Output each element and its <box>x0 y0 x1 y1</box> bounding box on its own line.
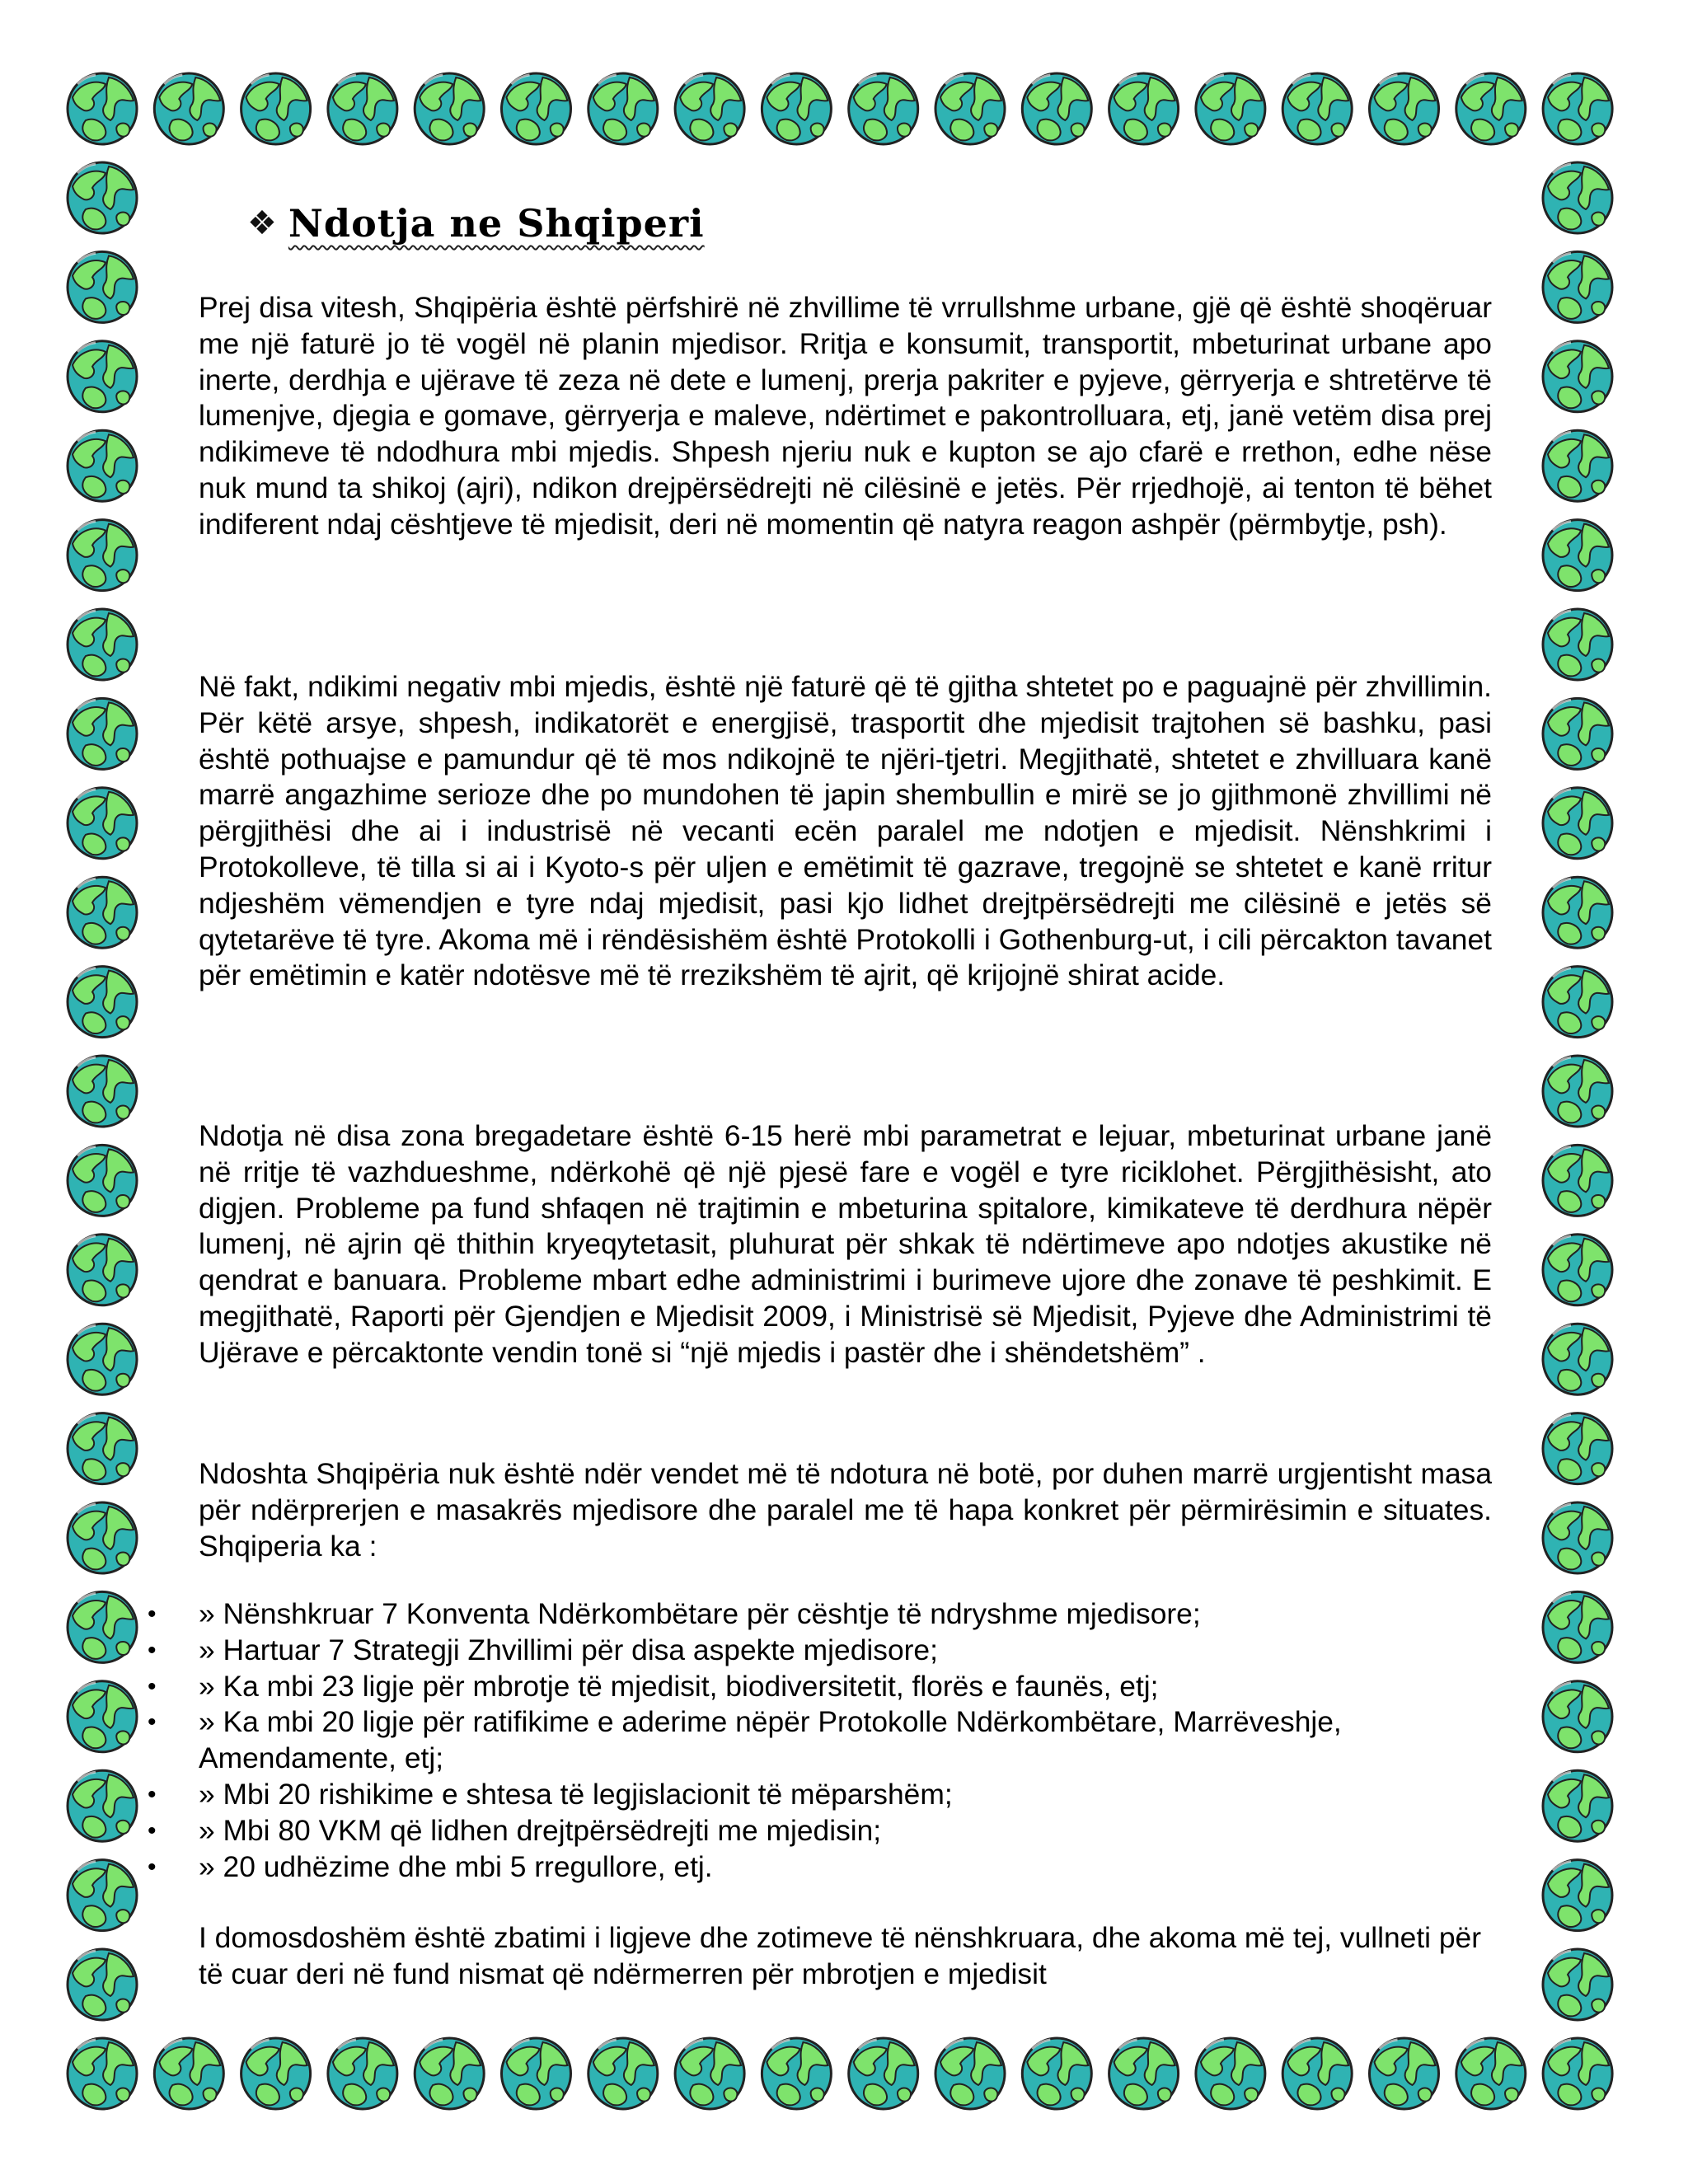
globe-icon <box>1543 609 1612 680</box>
closing-paragraph: I domosdoshëm është zbatimi i ligjeve dhe zotimeve të nënshkruara, dhe akoma më tej, vullneti për të cuar deri në fund nismat që ndërmerren për mbrotjen e mjedisit <box>199 1921 1482 1990</box>
globe-icon <box>68 1770 137 1841</box>
globe-icon <box>68 1145 137 1216</box>
list-item <box>148 1849 1492 1886</box>
bullet-dot-icon: • <box>148 1816 157 1844</box>
globe-icon <box>1543 1591 1612 1662</box>
list-item-text: » Mbi 80 VKM që lidhen drejtpërsëdrejti me mjedisin; <box>199 1813 882 1847</box>
globe-icon <box>415 2038 484 2109</box>
list-item-text: » Ka mbi 23 ligje për mbrotje të mjedisit, biodiversitetit, florës e faunës, etj; <box>199 1669 1159 1703</box>
globe-icon <box>68 1681 137 1752</box>
paragraph-2: Në fakt, ndikimi negativ mbi mjedis, është një faturë që të gjitha shtetet po e paguajnë për zhvillimin. Për këtë arsye, shpesh, indikatorët e energjisë, trasportit dhe mjedisit trajtohen së bashku, pasi është pothuajse e pamundur që të mos ndikojnë te njëri-tjetri. Megjithatë, shtetet e zhvilluara kanë marrë angazhime serioze dhe po mundohen të japin shembullin e mirë se jo gjithmonë zhvillimi në përgjithësi dhe ai i industrisë në vecanti ecën paralel me ndotjen e mjedisit. Nënshkrimi i Protokolleve, të tilla si ai i Kyoto-s për uljen e emëtimit të gazrave, tregojnë se shtetet e kanë rritur ndjeshëm vëmendjen e tyre ndaj mjedisit, pasi kjo lidhet drejtpërsëdrejti me cilësinë e jetës së qytetarëve të tyre. Akoma më i rëndësishëm është Protokolli i Gothenburg-ut, i cili përcakton tavanet për emëtimin e katër ndotësve më të rrezikshëm të ajrit, që krijojnë shirat acide. <box>199 670 1492 992</box>
globe-icon <box>415 73 484 144</box>
globe-icon <box>1543 967 1612 1038</box>
globe-icon <box>154 73 223 144</box>
globe-icon <box>68 520 137 591</box>
globe-icon <box>1543 73 1612 144</box>
list-item-text: » Ka mbi 20 ligje për ratifikime e aderime nëpër Protokolle Ndërkombëtare, Marrëveshje, Amendamente, etj; <box>199 1705 1342 1775</box>
globe-icon <box>68 430 137 501</box>
globe-icon <box>1543 520 1612 591</box>
globe-icon <box>1370 73 1439 144</box>
globe-icon <box>68 1324 137 1394</box>
globe-icon <box>68 877 137 948</box>
globe-icon <box>68 341 137 412</box>
list-item-text: » Nënshkruar 7 Konventa Ndërkombëtare për cështje të ndryshme mjedisore; <box>199 1597 1201 1630</box>
globe-icon <box>1456 73 1526 144</box>
bullet-dot-icon: • <box>148 1672 157 1700</box>
globe-icon <box>1022 73 1091 144</box>
globe-icon <box>762 73 831 144</box>
globe-icon <box>1543 341 1612 412</box>
globe-icon <box>1543 251 1612 322</box>
bullet-dot-icon: • <box>148 1636 157 1664</box>
globe-icon <box>1543 2038 1612 2109</box>
list-item <box>148 1777 1492 1813</box>
globe-icon <box>1456 2038 1526 2109</box>
globe-icon <box>1543 877 1612 948</box>
globe-icon <box>68 698 137 769</box>
list-item-text: » 20 udhëzime dhe mbi 5 rregullore, etj. <box>199 1849 713 1883</box>
globe-icon <box>68 1860 137 1931</box>
bullet-dot-icon: • <box>148 1780 157 1808</box>
globe-icon <box>1543 788 1612 859</box>
diamond-bullet-icon: ❖ <box>247 204 277 242</box>
globe-icon <box>1022 2038 1091 2109</box>
globe-icon <box>762 2038 831 2109</box>
paragraph-3: Ndotja në disa zona bregadetare është 6-15 herë mbi parametrat e lejuar, mbeturinat urbane janë në rritje të vazhdueshme, ndërkohë që një pjesë fare e vogël e tyre riciklohet. Përgjithësisht, ato digjen. Probleme pa fund shfaqen në trajtimin e mbeturina spitalore, kimikateve të derdhura nëpër lumenj, në ajrin që thithin kryeqytetasit, pluhurat për shkak të ndërtimeve apo ndotjes akustike në qendrat e banuara. Probleme mbart edhe administrimi i burimeve ujore dhe zonave të peshkimit. E megjithatë, Raporti për Gjendjen e Mjedisit 2009, i Ministrisë së Mjedisit, Pyjeve dhe Administrimi të Ujërave e përcaktonte vendin tonë si “një mjedis i pastër dhe i shëndetshëm” . <box>199 1119 1492 1369</box>
page-title: Ndotja ne Shqiperi <box>288 201 705 246</box>
globe-icon <box>935 2038 1005 2109</box>
globe-icon <box>588 2038 658 2109</box>
globe-icon <box>1543 698 1612 769</box>
globe-icon <box>1196 2038 1265 2109</box>
globe-icon <box>1543 430 1612 501</box>
globe-icon <box>502 2038 571 2109</box>
globe-icon <box>1370 2038 1439 2109</box>
globe-icon <box>1543 1056 1612 1127</box>
list-item <box>148 1813 1492 1849</box>
globe-icon <box>1543 1413 1612 1484</box>
globe-icon <box>68 1413 137 1484</box>
globe-icon <box>68 1591 137 1662</box>
globe-icon <box>1543 1145 1612 1216</box>
globe-icon <box>68 967 137 1038</box>
globe-icon <box>68 788 137 859</box>
globe-icon <box>1543 1949 1612 2020</box>
globe-icon <box>68 1502 137 1573</box>
globe-icon <box>68 1056 137 1127</box>
title-row <box>247 201 705 246</box>
globe-icon <box>588 73 658 144</box>
paragraph-1: Prej disa vitesh, Shqipëria është përfshirë në zhvillime të vrrullshme urbane, gjë që është shoqëruar me një faturë jo të vogël në planin mjedisor. Rritja e konsumit, transportit, mbeturinat urbane apo inerte, derdhja e ujërave të zeza në dete e lumenj, prerja pakriter e pyjeve, gërryerja e shtretërve të lumenjve, djegia e gomave, gërryerja e maleve, ndërtimet e pakontrolluara, etj, janë vetëm disa prej ndikimeve të ndodhura mbi mjedis. Shpesh njeriu nuk e kupton se ajo cfarë e rrethon, edhe nëse nuk mund ta shikoj (ajri), ndikon drejpërsëdrejti në cilësinë e jetës. Për rrjedhojë, ai tenton të bëhet indiferent ndaj cështjeve të mjedisit, deri në momentin që natyra reagon ashpër (përmbytje, psh). <box>199 291 1492 541</box>
list-item <box>148 1633 1492 1669</box>
bullet-dot-icon: • <box>148 1853 157 1881</box>
globe-icon <box>68 1949 137 2020</box>
globe-icon <box>154 2038 223 2109</box>
globe-icon <box>241 73 311 144</box>
globe-icon <box>68 609 137 680</box>
globe-icon <box>675 2038 744 2109</box>
globe-icon <box>328 73 397 144</box>
globe-icon <box>1543 1235 1612 1305</box>
globe-icon <box>1282 73 1352 144</box>
list-item-text: » Mbi 20 rishikime e shtesa të legjislacionit të mëparshëm; <box>199 1777 953 1811</box>
globe-icon <box>68 73 137 144</box>
globe-icon <box>935 73 1005 144</box>
globe-icon <box>849 2038 918 2109</box>
globe-icon <box>1543 1324 1612 1394</box>
globe-icon <box>849 73 918 144</box>
globe-icon <box>1196 73 1265 144</box>
list-item <box>148 1704 1492 1777</box>
globe-icon <box>328 2038 397 2109</box>
achievements-list <box>148 1596 1492 1885</box>
globe-icon <box>68 251 137 322</box>
globe-icon <box>68 162 137 233</box>
globe-icon <box>1109 73 1179 144</box>
globe-icon <box>1543 1502 1612 1573</box>
globe-icon <box>502 73 571 144</box>
globe-icon <box>1282 2038 1352 2109</box>
globe-icon <box>1109 2038 1179 2109</box>
globe-icon <box>1543 1770 1612 1841</box>
list-item <box>148 1596 1492 1633</box>
bullet-dot-icon: • <box>148 1601 157 1628</box>
globe-icon <box>675 73 744 144</box>
globe-icon <box>1543 1860 1612 1931</box>
paragraph-4: Ndoshta Shqipëria nuk është ndër vendet më të ndotura në botë, por duhen marrë urgjentisht masa për ndërprerjen e masakrës mjedisore dhe paralel me të hapa konkret për përmirësimin e situates. Shqiperia ka : <box>199 1457 1492 1563</box>
globe-icon <box>68 2038 137 2109</box>
bullet-dot-icon: • <box>148 1708 157 1736</box>
list-item-text: » Hartuar 7 Strategji Zhvillimi për disa aspekte mjedisore; <box>199 1633 938 1666</box>
globe-icon <box>1543 162 1612 233</box>
globe-icon <box>68 1235 137 1305</box>
globe-icon <box>1543 1681 1612 1752</box>
globe-icon <box>241 2038 311 2109</box>
list-item <box>148 1669 1492 1705</box>
